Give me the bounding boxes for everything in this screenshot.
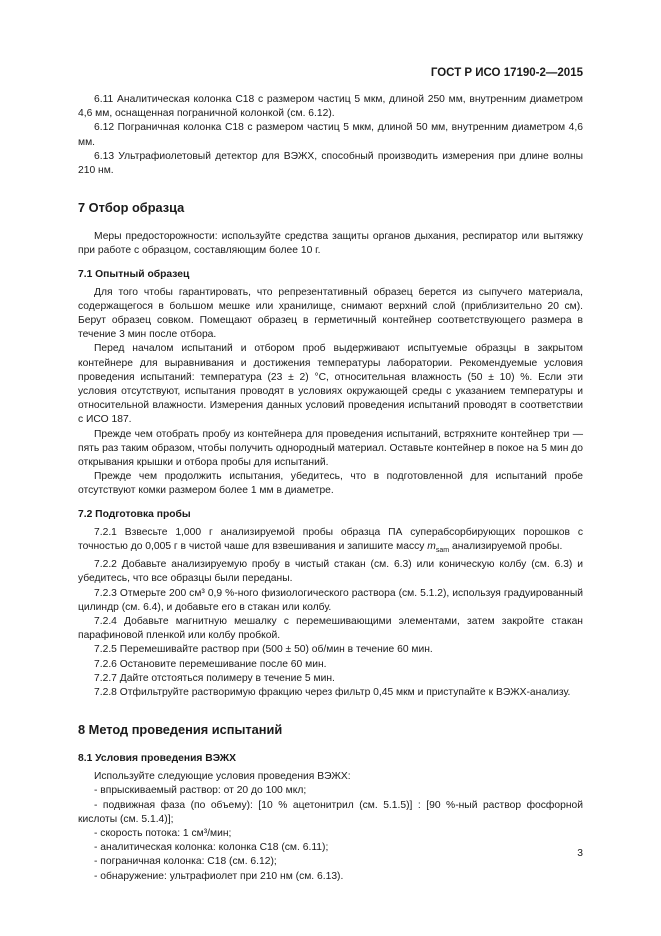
standard-header: ГОСТ Р ИСО 17190-2—2015 <box>430 67 583 79</box>
subsection-7-2-heading: 7.2 Подготовка пробы <box>78 508 191 520</box>
step-7-2-5: 7.2.5 Перемешивайте раствор при (500 ± 50) об/мин в течение 60 мин. <box>94 644 433 656</box>
subsection-7-1-heading: 7.1 Опытный образец <box>78 268 190 280</box>
mass-symbol: m <box>427 540 436 552</box>
paragraph-7-1-d: Прежде чем продолжить испытания, убедитесь, что в подготовленной для испытаний пробе отсутствуют комки размером более 1 мм в диаметре. <box>78 471 583 497</box>
condition-detection: - обнаружение: ультрафиолет при 210 нм (см. 6.13). <box>94 870 344 882</box>
mass-subscript: sam <box>435 546 450 554</box>
condition-flow-rate: - скорость потока: 1 см³/мин; <box>94 827 232 839</box>
condition-injection: - впрыскиваемый раствор: от 20 до 100 мкл; <box>94 785 307 797</box>
condition-analytical-column: - аналитическая колонка: колонка C18 (см. 6.11); <box>94 842 329 854</box>
step-7-2-1 <box>78 526 583 558</box>
paragraph-7-1-a: Для того чтобы гарантировать, что репрезентативный образец берется из сыпучего материала, содержащегося в большом мешке или хранилище, снимают верхний слой (приблизительно 20 см). Берут образец совком. Помещают образец в герметичный контейнер соответствующего размера в течение 3 мин после отбора. <box>78 286 583 341</box>
step-7-2-7: 7.2.7 Дайте отстояться полимеру в течение 5 мин. <box>94 672 335 684</box>
section-8-heading: 8 Метод проведения испытаний <box>78 722 283 738</box>
paragraph-7-1-c: Прежде чем отобрать пробу из контейнера для проведения испытаний, встряхните контейнер три — пять раз таким образом, чтобы получить однородный материал. Оставьте контейнер в покое на 5 мин до открывания крышки и отбора пробы для испытаний. <box>78 428 583 469</box>
step-7-2-6: 7.2.6 Остановите перемешивание после 60 мин. <box>94 658 327 670</box>
conditions-intro: Используйте следующие условия проведения ВЭЖХ: <box>94 771 351 783</box>
page-number: 3 <box>577 848 583 859</box>
step-7-2-2: 7.2.2 Добавьте анализируемую пробу в чистый стакан (см. 6.3) или коническую колбу (см. 6.3) и убедитесь, что все образцы были переданы. <box>78 559 583 585</box>
item-6-11: 6.11 Аналитическая колонка C18 с размером частиц 5 мкм, длиной 250 мм, внутренним диаметром 4,6 мм, оснащенная пограничной колонкой (см. 6.12). <box>78 94 583 120</box>
safety-warning: Меры предосторожности: используйте средства защиты органов дыхания, респиратор или вытяжку при работе с образцом, составляющим более 10 г. <box>78 231 583 257</box>
step-7-2-8: 7.2.8 Отфильтруйте растворимую фракцию через фильтр 0,45 мкм и приступайте к ВЭЖХ-анализу. <box>94 686 571 698</box>
step-7-2-1-tail: анализируемой пробы. <box>449 540 563 552</box>
item-6-13: 6.13 Ультрафиолетовый детектор для ВЭЖХ, способный производить измерения при длине волны 210 нм. <box>78 150 583 177</box>
step-7-2-1-text: 7.2.1 Взвесьте 1,000 г анализируемой пробы образца ПА суперабсорбирующих порошков с точностью до 0,005 г в чистой чаше для взвешивания и запишите массу <box>78 526 583 552</box>
subsection-8-1-heading: 8.1 Условия проведения ВЭЖХ <box>78 753 236 765</box>
condition-mobile-phase: - подвижная фаза (по объему): [10 % ацетонитрил (см. 5.1.5)] : [90 %-ный раствор фосфорной кислоты (см. 5.1.4)]; <box>78 799 583 825</box>
step-7-2-3: 7.2.3 Отмерьте 200 см³ 0,9 %-ного физиологического раствора (см. 5.1.2), используя градуированный цилиндр (см. 6.4), и добавьте его в стакан или колбу. <box>78 587 583 613</box>
page-body <box>78 93 583 884</box>
condition-guard-column: - пограничная колонка: C18 (см. 6.12); <box>94 856 277 868</box>
paragraph-7-1-b: Перед началом испытаний и отбором проб выдерживают испытуемые образцы в закрытом контейнере для выравнивания и достижения температуры лаборатории. Рекомендуемые условия проведения испытаний: температура (23 ± 2) °С, относительная влажность (50 ± 10) %. Если эти условия отсутствуют, испытания проводят в условиях окружающей среды с указанием температуры и относительной влажности. Измерения данных условий проведения испытаний проводят в соответствии с ИСО 187. <box>78 343 583 426</box>
section-7-heading: 7 Отбор образца <box>78 200 185 216</box>
step-7-2-4: 7.2.4 Добавьте магнитную мешалку с перемешивающими элементами, затем закройте стакан парафиновой пленкой или колбу пробкой. <box>78 615 583 642</box>
item-6-12: 6.12 Пограничная колонка C18 с размером частиц 5 мкм, длиной 50 мм, внутренним диаметром 4,6 мм. <box>78 122 583 148</box>
